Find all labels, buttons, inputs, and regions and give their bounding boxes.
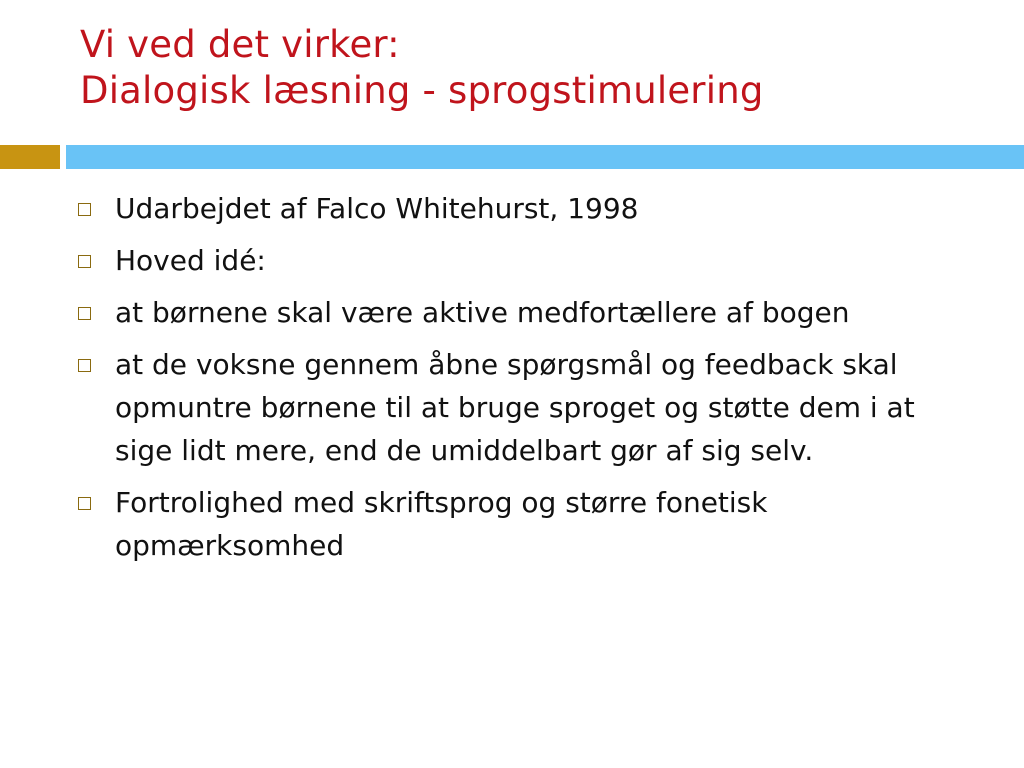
hollow-square-icon [78,307,91,320]
bullet-item [78,481,978,567]
bullet-text: Udarbejdet af Falco Whitehurst, 1998 [115,192,639,225]
hollow-square-icon [78,203,91,216]
slide-title-line-1: Vi ved det virker: [80,23,400,66]
hollow-square-icon [78,255,91,268]
bullet-text: Fortrolighed med skriftsprog og større fonetisk opmærksomhed [115,486,768,562]
hollow-square-icon [78,359,91,372]
bullet-item [78,291,978,334]
slide-title [80,22,1000,114]
accent-bar [0,145,60,169]
bullet-text: at børnene skal være aktive medfortællere af bogen [115,296,850,329]
hollow-square-icon [78,497,91,510]
bullet-text: Hoved idé: [115,244,266,277]
bullet-list [78,187,978,576]
bullet-text: at de voksne gennem åbne spørgsmål og feedback skal opmuntre børnene til at bruge sproget og støtte dem i at sige lidt mere, end de umiddelbart gør af sig selv. [115,348,915,467]
bullet-item [78,239,978,282]
bullet-item [78,343,978,472]
slide-title-line-2: Dialogisk læsning - sprogstimulering [80,69,764,112]
divider-bar [66,145,1024,169]
bullet-item [78,187,978,230]
